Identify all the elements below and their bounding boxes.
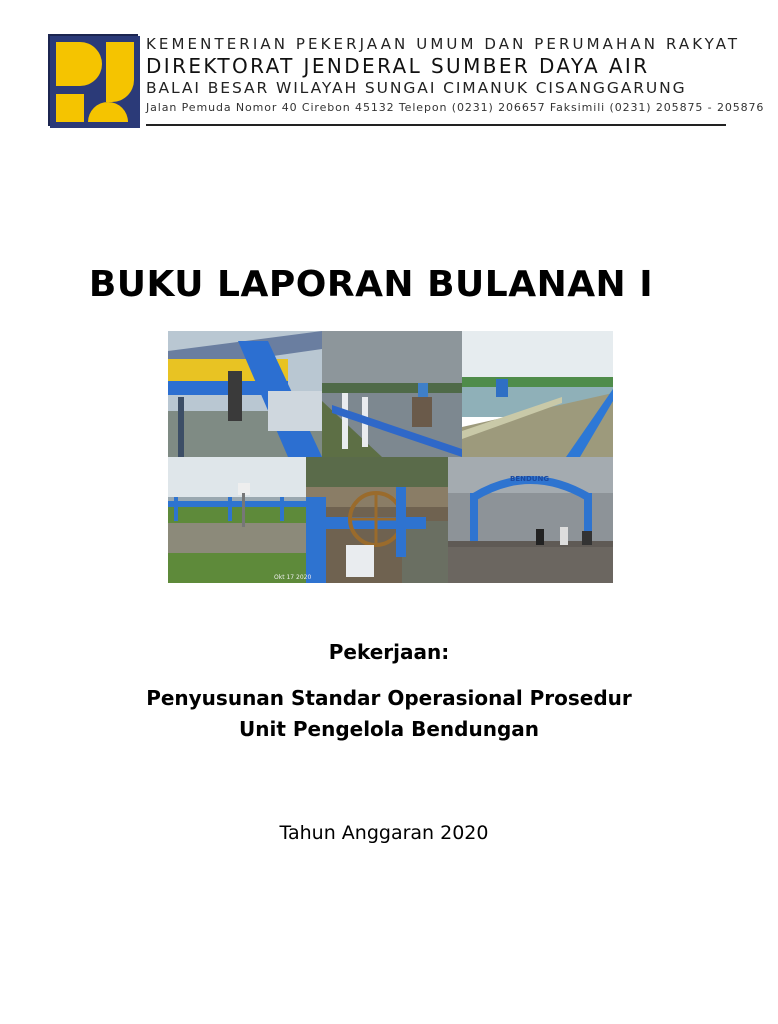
office-name: BALAI BESAR WILAYAH SUNGAI CIMANUK CISANGGARUNG xyxy=(146,79,687,97)
arch-text: BENDUNG xyxy=(510,475,550,483)
project-title xyxy=(0,683,778,745)
photo-reservoir-fence xyxy=(462,331,613,457)
fiscal-year: Tahun Anggaran 2020 xyxy=(279,822,489,844)
photo-gate-wheel xyxy=(274,457,448,583)
photo-gate-house xyxy=(168,331,322,457)
document-title: BUKU LAPORAN BULANAN I xyxy=(88,264,654,305)
project-title-line1: Penyusunan Standar Operasional Prosedur xyxy=(146,686,632,710)
work-label: Pekerjaan: xyxy=(328,640,450,664)
photo-dam-arch xyxy=(448,457,613,583)
letterhead-rule xyxy=(146,124,726,126)
directorate-name: DIREKTORAT JENDERAL SUMBER DAYA AIR xyxy=(146,54,650,78)
letterhead-text xyxy=(146,34,765,117)
pupr-logo-icon xyxy=(50,36,140,128)
project-title-line2: Unit Pengelola Bendungan xyxy=(239,717,539,741)
gate-photo-caption: Okt 17 2020 xyxy=(274,574,312,581)
photo-collage xyxy=(168,331,613,583)
ministry-name: KEMENTERIAN PEKERJAAN UMUM DAN PERUMAHAN RAKYAT xyxy=(146,35,741,53)
photo-weather-station xyxy=(168,457,306,583)
pupr-logo xyxy=(48,34,138,126)
office-address: Jalan Pemuda Nomor 40 Cirebon 45132 Telepon (0231) 206657 Faksimili (0231) 205875 - 205876 xyxy=(146,101,765,114)
photo-canal-railing xyxy=(322,331,462,457)
letterhead xyxy=(48,34,765,130)
